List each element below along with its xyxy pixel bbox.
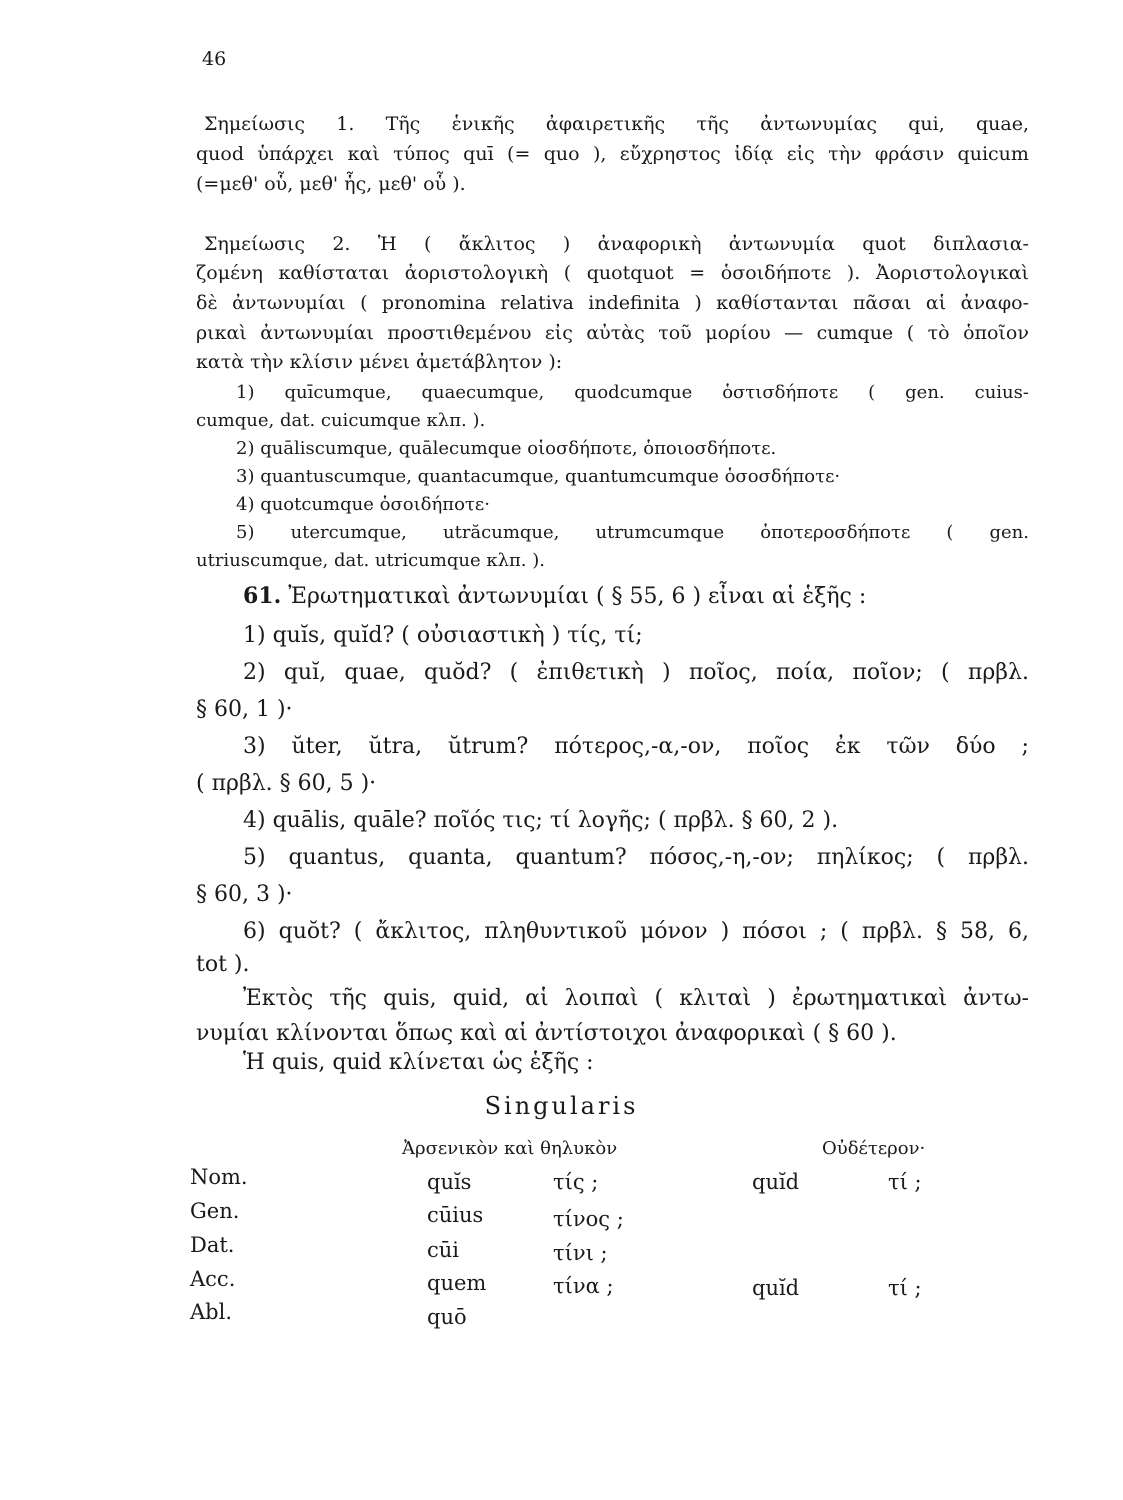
neuter-greek-form: τί ; (888, 1170, 922, 1194)
section-line: 3) ŭter, ŭtra, ŭtrum? πότερος,-α,-ον, ποῖος ἐκ τῶν δύο ; (243, 734, 1029, 759)
latin-form: cūi (427, 1238, 460, 1262)
list-item: 4) quotcumque ὁσοιδήποτε· (236, 494, 490, 515)
section-line: tot ). (196, 952, 250, 977)
greek-form: τίνος ; (553, 1207, 624, 1231)
note2-line: δὲ ἀντωνυμίαι ( pronomina relativa indefinita ) καθίστανται πᾶσαι αἱ ἀναφο- (196, 292, 1029, 314)
case-label: Acc. (190, 1267, 236, 1291)
latin-form: quō (427, 1305, 467, 1329)
list-item: 1) quīcumque, quaecumque, quodcumque ὁστισδήποτε ( gen. cuius- (236, 382, 1029, 403)
section-line: 1) quĭs, quĭd? ( οὐσιαστικὴ ) τίς, τί; (243, 623, 643, 648)
case-label: Gen. (190, 1199, 240, 1223)
column-header-neuter: Οὐδέτερον· (822, 1138, 926, 1159)
note1-line: quod ὑπάρχει καὶ τύπος quī (= quo ), εὔχρηστος ἰδίᾳ εἰς τὴν φράσιν quicum (196, 143, 1029, 165)
neuter-greek-form: τί ; (888, 1276, 922, 1300)
greek-form: τίς ; (553, 1170, 599, 1194)
case-label: Abl. (190, 1300, 232, 1324)
latin-form: quem (427, 1271, 487, 1295)
list-item: cumque, dat. cuicumque κλπ. ). (196, 410, 486, 431)
latin-form: quĭs (427, 1170, 472, 1194)
greek-form: τίνι ; (553, 1241, 608, 1265)
list-item: utriuscumque, dat. utricumque κλπ. ). (196, 550, 545, 571)
neuter-latin-form: quĭd (752, 1170, 800, 1194)
note1-line: (=μεθ' οὗ, μεθ' ἧς, μεθ' οὗ ). (196, 173, 466, 195)
case-label: Nom. (190, 1165, 248, 1189)
section-line: 4) quālis, quāle? ποῖός τις; τί λογῆς; ( πρβλ. § 60, 2 ). (243, 808, 839, 833)
section-line: § 60, 3 )· (196, 882, 293, 907)
page-number: 46 (202, 48, 227, 70)
note2-line: κατὰ τὴν κλίσιν μένει ἀμετάβλητον ): (196, 351, 563, 373)
section-line: νυμίαι κλίνονται ὅπως καὶ αἱ ἀντίστοιχοι ἀναφορικαὶ ( § 60 ). (196, 1021, 897, 1046)
section-line: Ἐκτὸς τῆς quis, quid, αἱ λοιπαὶ ( κλιταὶ ) ἐρωτηματικαὶ ἀντω- (243, 986, 1029, 1011)
section-line: 6) quŏt? ( ἄκλιτος, πληθυντικοῦ μόνον ) πόσοι ; ( πρβλ. § 58, 6, (243, 919, 1029, 944)
section-number: 61. (243, 583, 282, 609)
note2-line: ζομένη καθίσταται ἀοριστολογικὴ ( quotquot = ὁσοιδήποτε ). Ἀοριστολογικαὶ (196, 262, 1029, 284)
case-label: Dat. (190, 1233, 235, 1257)
column-header-masc-fem: Ἀρσενικὸν καὶ θηλυκὸν (402, 1138, 618, 1159)
section-line: 5) quantus, quanta, quantum? πόσος,-η,-ον; πηλίκος; ( πρβλ. (243, 845, 1029, 870)
section-line: § 60, 1 )· (196, 697, 293, 722)
list-item: 2) quāliscumque, quālecumque οἱοσδήποτε, ὁποιοσδήποτε. (236, 438, 777, 459)
note2-line: Σημείωσις 2. Ἡ ( ἄκλιτος ) ἀναφορικὴ ἀντωνυμία quot διπλασια- (204, 233, 1029, 255)
list-item: 3) quantuscumque, quantacumque, quantumcumque ὁσοσδήποτε· (236, 466, 841, 487)
section-line: 2) quĭ, quae, quŏd? ( ἐπιθετικὴ ) ποῖος, ποία, ποῖον; ( πρβλ. (243, 660, 1029, 685)
section-line: ( πρβλ. § 60, 5 )· (196, 771, 377, 796)
note1-line: Σημείωσις 1. Τῆς ἑνικῆς ἀφαιρετικῆς τῆς ἀντωνυμίας qui, quae, (204, 113, 1029, 135)
section-line: Ἡ quis, quid κλίνεται ὡς ἑξῆς : (243, 1050, 594, 1075)
latin-form: cūius (427, 1203, 484, 1227)
note2-line: ρικαὶ ἀντωνυμίαι προστιθεμένου εἰς αὐτὰς τοῦ μορίου — cumque ( τὸ ὁποῖον (196, 322, 1029, 344)
neuter-latin-form: quĭd (752, 1276, 800, 1300)
section-line: Ἐρωτηματικαὶ ἀντωνυμίαι ( § 55, 6 ) εἶναι αἱ ἑξῆς : (288, 584, 867, 609)
greek-form: τίνα ; (553, 1274, 614, 1298)
declension-heading: Singularis (484, 1092, 639, 1120)
list-item: 5) utercumque, utrăcumque, utrumcumque ὁποτεροσδήποτε ( gen. (236, 522, 1029, 543)
